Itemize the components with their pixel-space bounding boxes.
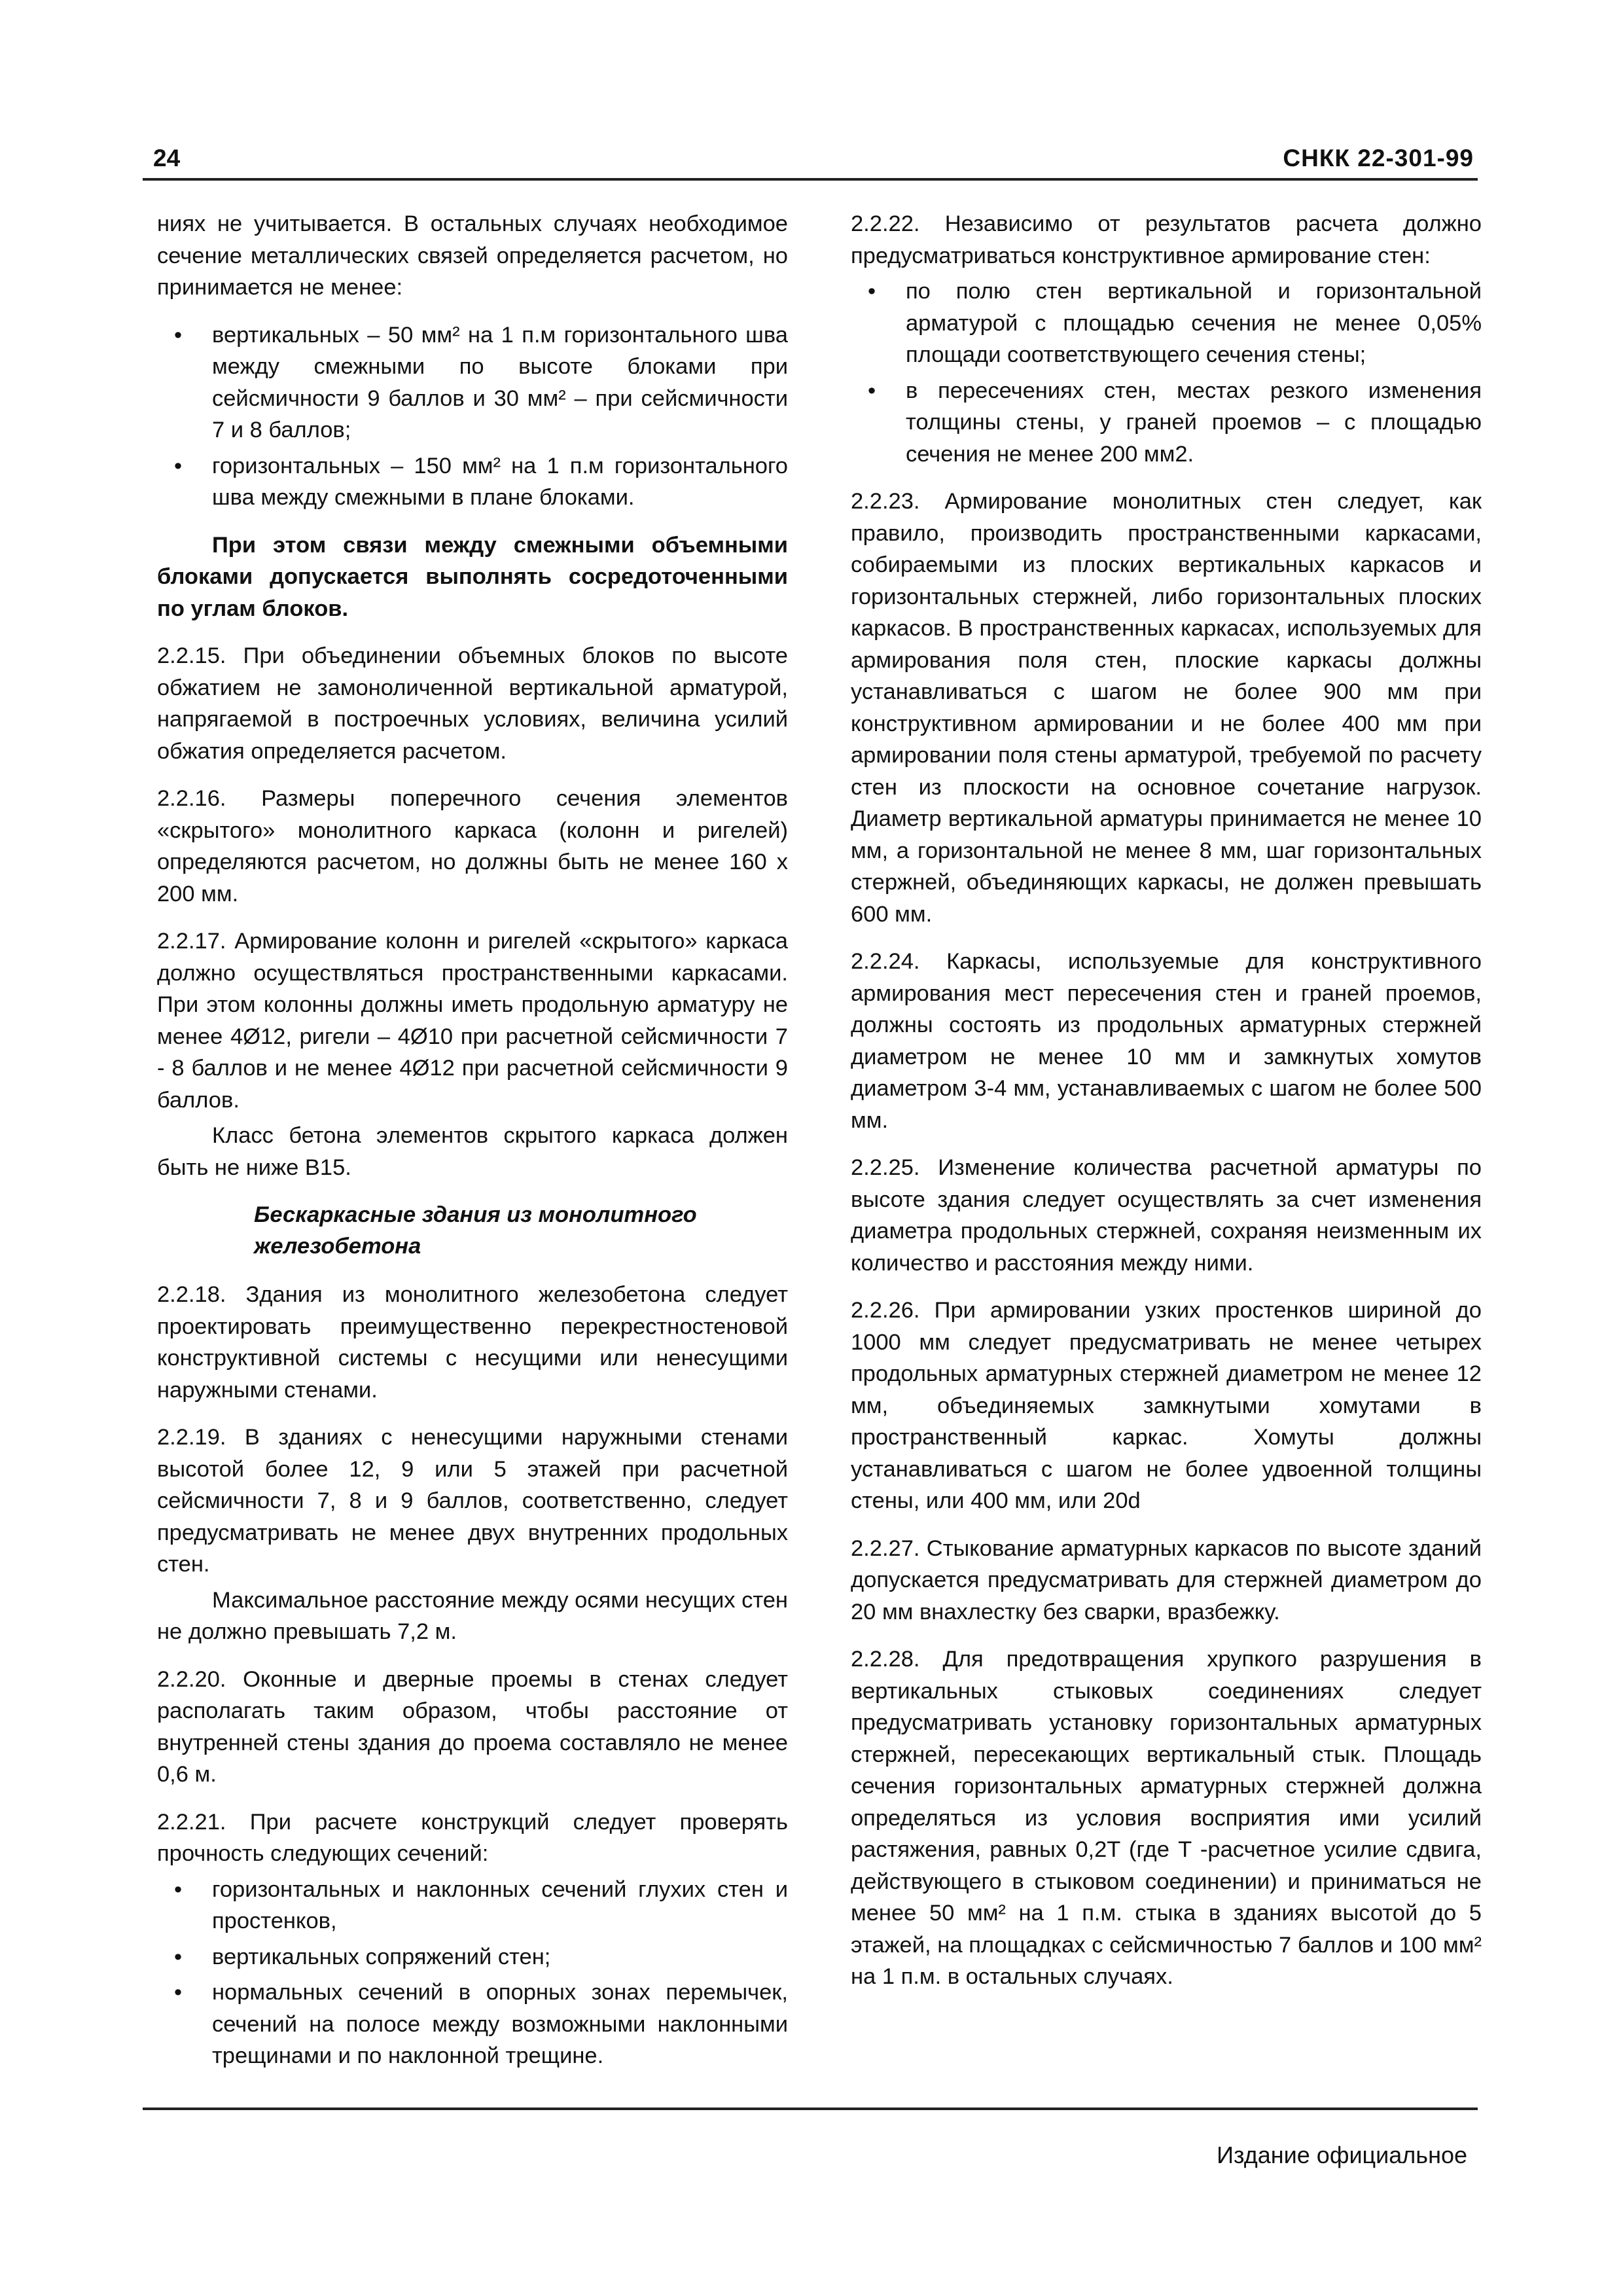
footer-rule xyxy=(143,2108,1478,2110)
bullet-list xyxy=(157,319,788,514)
clause-2-2-15: 2.2.15. При объединении объемных блоков по высоте обжатием не замоноличенной вертикальной арматурой, напрягаемой в построечных условиях, величина усилий обжатия определяется расчетом. xyxy=(157,643,788,764)
list-item: • нормальных сечений в опорных зонах перемычек, сечений на полосе между возможными наклонными трещинами и по наклонной трещине. xyxy=(157,1977,788,2072)
section-title: Бескаркасные здания из монолитного железобетона xyxy=(254,1202,697,1259)
paragraph: При этом связи между смежными объемными блоками допускается выполнять сосредоточенными по углам блоков. xyxy=(157,532,788,621)
list-item: • вертикальных – 50 мм² на 1 п.м горизонтального шва между смежными по высоте блоками при сейсмичности 9 баллов и 30 мм² – при сейсмичности 7 и 8 баллов; xyxy=(157,319,788,446)
list-item: • вертикальных сопряжений стен; xyxy=(157,1941,788,1973)
left-column xyxy=(157,208,788,2088)
clause-2-2-19: 2.2.19. В зданиях с ненесущими наружными стенами высотой более 12, 9 или 5 этажей при расчетной сейсмичности 7, 8 и 9 баллов, соответственно, следует предусматривать не менее двух внутренних продольных стен. xyxy=(157,1425,788,1577)
clause-2-2-25: 2.2.25. Изменение количества расчетной арматуры по высоте здания следует осуществлять за счет изменения диаметра продольных стержней, сохраняя неизменным их количество и расстояния между ними. xyxy=(851,1155,1482,1276)
paragraph: Класс бетона элементов скрытого каркаса должен быть не ниже B15. xyxy=(157,1123,788,1180)
clause-2-2-26: 2.2.26. При армировании узких простенков шириной до 1000 мм следует предусматривать не менее четырех продольных арматурных стержней диаметром не менее 12 мм, объединяемых замкнутыми хомутами в пространственный каркас. Хомуты должны устанавливаться с шагом не более удвоенной толщины стены, или 400 мм, или 20d xyxy=(851,1298,1482,1513)
document-code: СНКК 22-301-99 xyxy=(1283,145,1474,171)
list-item: • горизонтальных – 150 мм² на 1 п.м горизонтального шва между смежными в плане блоками. xyxy=(157,450,788,514)
clause-2-2-17: 2.2.17. Армирование колонн и ригелей «скрытого» каркаса должно осуществляться пространственными каркасами. При этом колонны должны иметь продольную арматуру не менее 4Ø12, ригели – 4Ø10 при расчетной сейсмичности 7 - 8 баллов и не менее 4Ø12 при расчетной сейсмичности 9 баллов. xyxy=(157,929,788,1113)
clause-2-2-18: 2.2.18. Здания из монолитного железобетона следует проектировать преимущественно перекрестностеновой конструктивной системы с несущими или ненесущими наружными стенами. xyxy=(157,1282,788,1403)
page-number: 24 xyxy=(153,145,181,171)
right-column xyxy=(851,208,1482,2009)
list-item: • горизонтальных и наклонных сечений глухих стен и простенков, xyxy=(157,1874,788,1937)
paragraph: Максимальное расстояние между осями несущих стен не должно превышать 7,2 м. xyxy=(157,1587,788,1644)
clause-2-2-23: 2.2.23. Армирование монолитных стен следует, как правило, производить пространственными каркасами, собираемыми из плоских вертикальных каркасов и горизонтальных стержней, либо горизонтальных плоских каркасов. В пространственных каркасах, используемых для армирования поля стен, плоские каркасы должны устанавливаться с шагом не более 900 мм при конструктивном армировании и не более 400 мм при армировании поля стены арматурой, требуемой по расчету стен из плоскости на основное сочетание нагрузок. Диаметр вертикальной арматуры принимается не менее 10 мм, а горизонтальной не менее 8 мм, шаг горизонтальных стержней, объединяющих каркасы, не должен превышать 600 мм. xyxy=(851,489,1482,927)
bullet-list xyxy=(851,276,1482,470)
paragraph: ниях не учитывается. В остальных случаях необходимое сечение металлических связей определяется расчетом, но принимается не менее: xyxy=(157,211,788,300)
clause-2-2-16: 2.2.16. Размеры поперечного сечения элементов «скрытого» монолитного каркаса (колонн и ригелей) определяются расчетом, но должны быть не менее 160 х 200 мм. xyxy=(157,786,788,906)
bullet-list xyxy=(157,1874,788,2072)
clause-2-2-28: 2.2.28. Для предотвращения хрупкого разрушения в вертикальных стыковых соединениях следует предусматривать установку горизонтальных арматурных стержней, пересекающих вертикальный стык. Площадь сечения горизонтальных арматурных стержней должна определяться из условия восприятия ими усилий растяжения, равных 0,2T (где T -расчетное усилие сдвига, действующего в стыковом соединении) и приниматься не менее 50 мм² на 1 п.м. стыка в зданиях высотой до 5 этажей, на площадках с сейсмичностью 7 баллов и 100 мм² на 1 п.м. в остальных случаях. xyxy=(851,1647,1482,1989)
header-rule xyxy=(143,178,1478,181)
clause-2-2-27: 2.2.27. Стыкование арматурных каркасов по высоте зданий допускается предусматривать для стержней диаметром до 20 мм внахлестку без сварки, вразбежку. xyxy=(851,1535,1482,1624)
list-item: • в пересечениях стен, местах резкого изменения толщины стены, у граней проемов – с площадью сечения не менее 200 мм2. xyxy=(851,375,1482,471)
clause-2-2-21: 2.2.21. При расчете конструкций следует проверять прочность следующих сечений: xyxy=(157,1809,788,1866)
clause-2-2-24: 2.2.24. Каркасы, используемые для конструктивного армирования мест пересечения стен и граней проемов, должны состоять из продольных арматурных стержней диаметром не менее 10 мм и замкнутых хомутов диаметром 3-4 мм, устанавливаемых с шагом не более 500 мм. xyxy=(851,949,1482,1133)
page-header xyxy=(143,134,1478,176)
footer-label: Издание официальное xyxy=(1217,2142,1467,2168)
clause-2-2-22: 2.2.22. Независимо от результатов расчета должно предусматриваться конструктивное армирование стен: xyxy=(851,211,1482,268)
clause-2-2-20: 2.2.20. Оконные и дверные проемы в стенах следует располагать таким образом, чтобы расстояние от внутренней стены здания до проема составляло не менее 0,6 м. xyxy=(157,1666,788,1787)
list-item: • по полю стен вертикальной и горизонтальной арматурой с площадью сечения не менее 0,05% площади соответствующего сечения стены; xyxy=(851,276,1482,371)
